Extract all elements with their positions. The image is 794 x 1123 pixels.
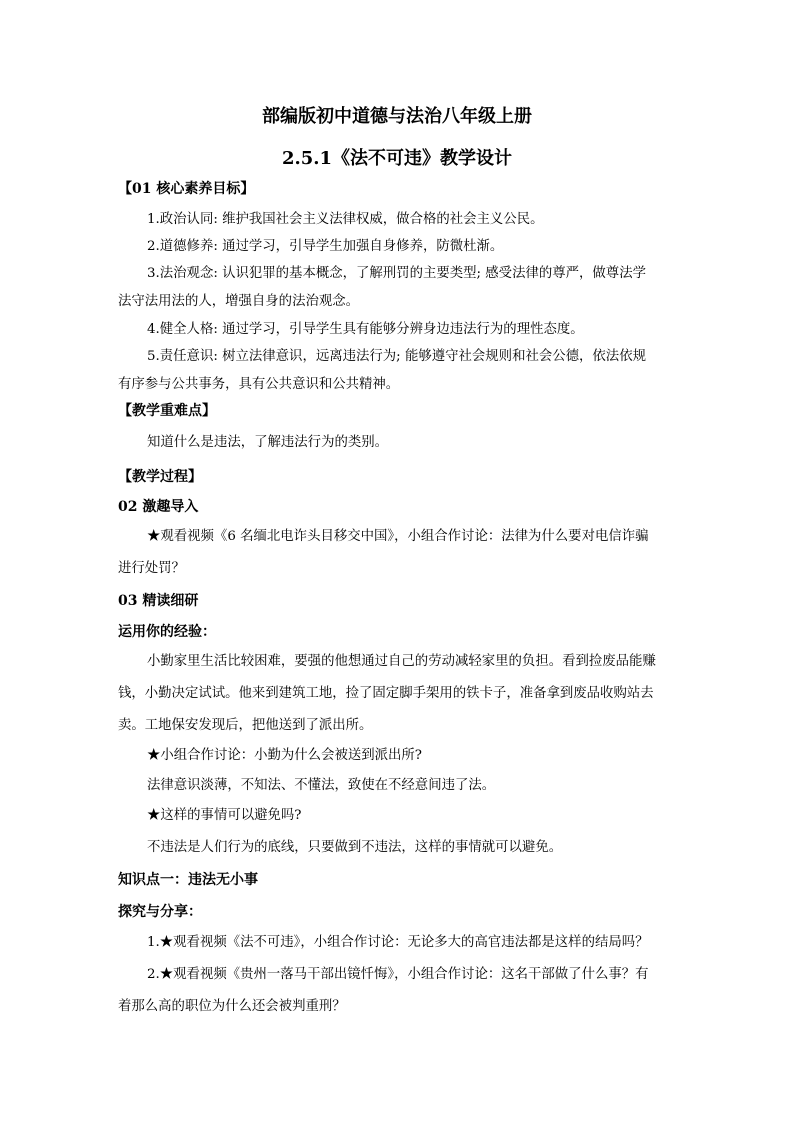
intro-line-1: ★观看视频《6 名缅北电诈头目移交中国》，小组合作讨论：法律为什么要对电信诈骗	[147, 529, 649, 544]
discussion-answer-1: 法律意识淡薄，不知法、不懂法，致使在不经意间违了法。	[147, 778, 496, 793]
process-heading: 【教学过程】	[118, 469, 202, 485]
goal-item-5: 5.责任意识: 树立法律意识，远离违法行为; 能够遵守社会规则和社会公德，依法依规	[147, 349, 646, 364]
goal-item-1: 1.政治认同: 维护我国社会主义法律权威，做合格的社会主义公民。	[147, 212, 544, 227]
experience-heading: 运用你的经验：	[118, 624, 216, 640]
knowledge-point-heading: 知识点一：违法无小事	[118, 872, 258, 888]
key-points-heading: 【教学重难点】	[118, 403, 216, 419]
discussion-question-1: ★小组合作讨论：小勤为什么会被送到派出所?	[147, 748, 422, 763]
goal-item-2: 2.道德修养: 通过学习，引导学生加强自身修养，防微杜渐。	[147, 239, 504, 254]
discussion-question-2: ★这样的事情可以避免吗?	[147, 808, 302, 823]
intro-heading: 02 激趣导入	[118, 499, 199, 515]
goal-item-4: 4.健全人格: 通过学习，引导学生具有能够分辨身边违法行为的理性态度。	[147, 322, 584, 337]
key-points-text: 知道什么是违法，了解违法行为的类别。	[147, 435, 389, 450]
intro-line-2: 进行处罚？	[118, 561, 185, 576]
story-line-2: 钱，小勤决定试试。他来到建筑工地，捡了固定脚手架用的铁卡子，准备拿到废品收购站去	[118, 686, 654, 701]
goal-item-5-cont: 有序参与公共事务，具有公共意识和公共精神。	[118, 377, 400, 392]
goal-item-3-cont: 法守法用法的人，增强自身的法治观念。	[118, 294, 360, 309]
reading-heading: 03 精读细研	[118, 593, 199, 609]
story-line-1: 小勤家里生活比较困难，要强的他想通过自己的劳动减轻家里的负担。看到捡废品能赚	[147, 654, 656, 669]
document-subtitle: 2.5.1《法不可违》教学设计	[281, 148, 513, 169]
goals-heading: 【01 核心素养目标】	[118, 181, 255, 197]
goal-item-3: 3.法治观念: 认识犯罪的基本概念，了解刑罚的主要类型; 感受法律的尊严，做尊法学	[147, 266, 646, 281]
document-title: 部编版初中道德与法治八年级上册	[262, 106, 532, 127]
story-line-3: 卖。工地保安发现后，把他送到了派出所。	[118, 718, 373, 733]
explore-item-1: 1.★观看视频《法不可违》，小组合作讨论：无论多大的高官违法都是这样的结局吗？	[147, 935, 649, 950]
explore-item-2-cont: 着那么高的职位为什么还会被判重刑？	[118, 999, 346, 1014]
explore-item-2: 2.★观看视频《贵州一落马干部出镜忏悔》，小组合作讨论：这名干部做了什么事？有	[147, 967, 649, 982]
discussion-answer-2: 不违法是人们行为的底线，只要做到不违法，这样的事情就可以避免。	[147, 840, 563, 855]
explore-heading: 探究与分享：	[118, 904, 202, 920]
